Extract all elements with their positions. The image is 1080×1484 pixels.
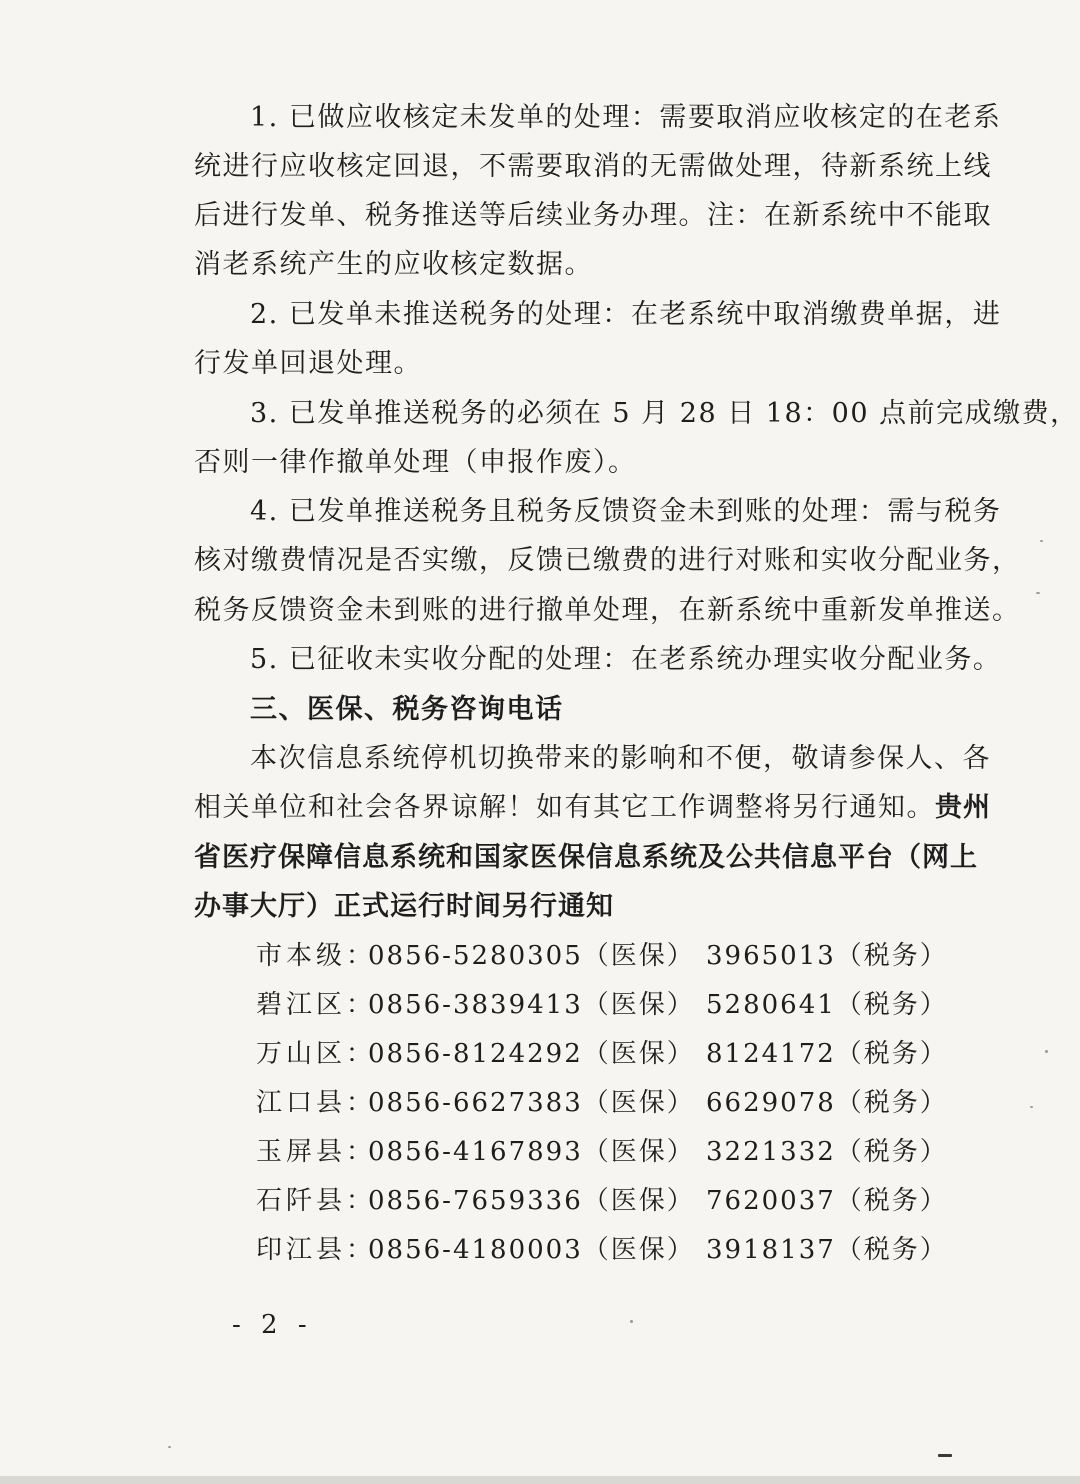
tax-phone: 7620037（税务） xyxy=(706,1186,948,1216)
district-label: 石阡县： xyxy=(256,1186,377,1216)
yibao-phone: 0856-8124292（医保） xyxy=(368,1039,695,1069)
yibao-phone: 0856-4180003（医保） xyxy=(368,1235,695,1265)
item4-line3: 税务反馈资金未到账的进行撤单处理，在新系统中重新发单推送。 xyxy=(194,595,1021,626)
scan-speck xyxy=(1045,1050,1048,1053)
notice-bold-line3: 省医疗保障信息系统和国家医保信息系统及公共信息平台（网上 xyxy=(194,842,978,873)
scan-speck xyxy=(1030,1106,1033,1108)
yibao-phone: 0856-4167893（医保） xyxy=(368,1137,695,1167)
item4-line1: 4. 已发单推送税务且税务反馈资金未到账的处理：需与税务 xyxy=(250,496,1002,527)
tax-phone: 3918137（税务） xyxy=(706,1235,948,1265)
item4-line2: 核对缴费情况是否实缴，反馈已缴费的进行对账和实收分配业务， xyxy=(194,545,1021,576)
tax-phone: 5280641（税务） xyxy=(706,990,948,1020)
notice-line1: 本次信息系统停机切换带来的影响和不便，敬请参保人、各 xyxy=(250,743,991,774)
notice-line2-bold: 贵州 xyxy=(935,792,991,823)
yibao-phone: 0856-5280305（医保） xyxy=(368,941,695,971)
item5-line1: 5. 已征收未实收分配的处理：在老系统办理实收分配业务。 xyxy=(250,644,1002,675)
tax-phone: 8124172（税务） xyxy=(706,1039,948,1069)
notice-line2-normal: 相关单位和社会各界谅解！如有其它工作调整将另行通知。 xyxy=(194,792,935,823)
district-label: 印江县： xyxy=(256,1235,377,1265)
tax-phone: 6629078（税务） xyxy=(706,1088,948,1118)
district-label: 碧江区： xyxy=(256,990,377,1020)
yibao-phone: 0856-7659336（医保） xyxy=(368,1186,695,1216)
notice-line2 xyxy=(194,790,991,826)
tax-phone: 3221332（税务） xyxy=(706,1137,948,1167)
item3-line1: 3. 已发单推送税务的必须在 5 月 28 日 18：00 点前完成缴费， xyxy=(250,398,1079,429)
district-label: 玉屏县： xyxy=(256,1137,377,1167)
section3-heading: 三、医保、税务咨询电话 xyxy=(250,694,564,725)
scan-speck xyxy=(1036,592,1040,594)
scan-speck xyxy=(630,1320,633,1323)
item1-line1: 1. 已做应收核定未发单的处理：需要取消应收核定的在老系 xyxy=(250,102,1002,133)
yibao-phone: 0856-3839413（医保） xyxy=(368,990,695,1020)
scan-speck xyxy=(1040,540,1043,542)
item3-line2: 否则一律作撤单处理（申报作废）。 xyxy=(194,447,637,478)
item1-line3: 后进行发单、税务推送等后续业务办理。注：在新系统中不能取 xyxy=(194,200,992,231)
district-label: 市本级： xyxy=(256,941,377,971)
scan-speck xyxy=(168,1446,171,1448)
tax-phone: 3965013（税务） xyxy=(706,941,948,971)
yibao-phone: 0856-6627383（医保） xyxy=(368,1088,695,1118)
scan-edge xyxy=(0,1476,1080,1484)
scan-speck xyxy=(938,1454,952,1457)
item2-line1: 2. 已发单未推送税务的处理：在老系统中取消缴费单据，进 xyxy=(250,299,1002,330)
item1-line4: 消老系统产生的应收核定数据。 xyxy=(194,249,593,280)
district-label: 江口县： xyxy=(256,1088,377,1118)
page-number: - 2 - xyxy=(232,1310,313,1340)
notice-bold-line4: 办事大厅）正式运行时间另行通知 xyxy=(194,891,614,922)
district-label: 万山区： xyxy=(256,1039,377,1069)
item2-line2: 行发单回退处理。 xyxy=(194,348,422,379)
item1-line2: 统进行应收核定回退，不需要取消的无需做处理，待新系统上线 xyxy=(194,151,992,182)
